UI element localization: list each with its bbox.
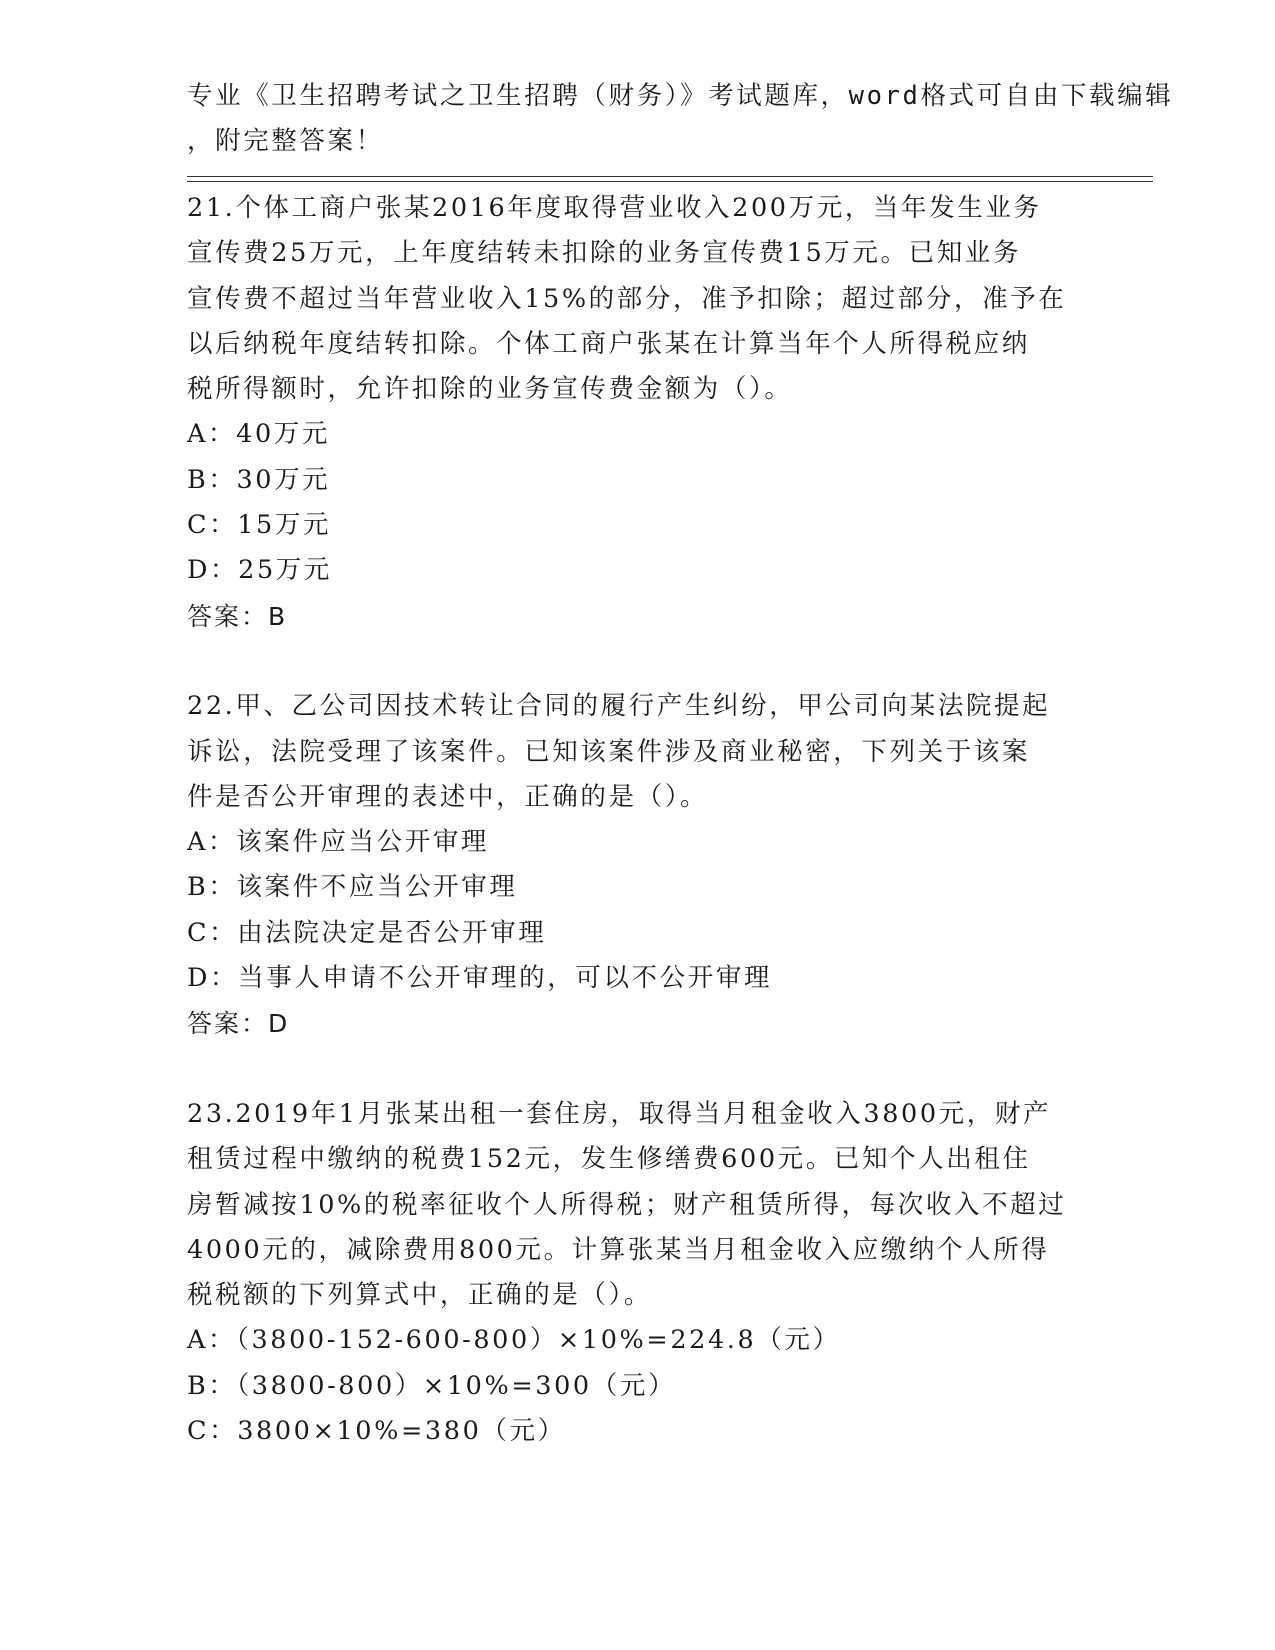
option-a: A：40万元 — [187, 419, 330, 450]
question-stem-line: 件是否公开审理的表述中，正确的是（）。 — [187, 781, 709, 812]
spacer — [187, 639, 1087, 684]
header-divider — [187, 181, 1153, 182]
option-d: D：25万元 — [187, 555, 332, 586]
header-line: ，附完整答案！ — [187, 126, 384, 157]
question-23 — [187, 1092, 1087, 1454]
question-stem-line: 宣传费25万元，上年度结转未扣除的业务宣传费15万元。已知业务 — [187, 238, 1021, 269]
question-stem-line: 税税额的下列算式中，正确的是（）。 — [187, 1280, 652, 1311]
option-c: C：3800×10%=380（元） — [187, 1416, 566, 1447]
question-list — [187, 186, 1087, 1454]
question-21 — [187, 186, 1087, 684]
answer-line: 答案：B — [187, 601, 288, 631]
answer-line: 答案：D — [187, 1009, 290, 1039]
option-b: B：30万元 — [187, 464, 331, 495]
document-header — [187, 74, 1174, 165]
question-stem-line: 租赁过程中缴纳的税费152元，发生修缮费600元。已知个人出租住 — [187, 1144, 1031, 1175]
option-b: B：（3800-800）×10%=300（元） — [187, 1370, 677, 1401]
question-stem-line: 21.个体工商户张某2016年度取得营业收入200万元，当年发生业务 — [187, 193, 1042, 223]
question-stem-line: 23.2019年1月张某出租一套住房，取得当月租金收入3800元，财产 — [187, 1098, 1052, 1129]
question-stem-line: 税所得额时，允许扣除的业务宣传费金额为（）。 — [187, 374, 793, 405]
header-divider — [187, 176, 1153, 177]
option-b: B：该案件不应当公开审理 — [187, 872, 518, 903]
option-c: C：由法院决定是否公开审理 — [187, 917, 547, 948]
question-stem-line: 以后纳税年度结转扣除。个体工商户张某在计算当年个人所得税应纳 — [187, 328, 1031, 359]
question-22 — [187, 684, 1087, 1092]
question-stem-line: 宣传费不超过当年营业收入15%的部分，准予扣除；超过部分，准予在 — [187, 283, 1067, 314]
spacer — [187, 1047, 1087, 1092]
header-line: 专业《卫生招聘考试之卫生招聘（财务）》考试题库，word格式可自由下载编辑 — [187, 81, 1174, 111]
option-a: A：（3800-152-600-800）×10%=224.8（元） — [187, 1325, 841, 1356]
question-stem-line: 诉讼，法院受理了该案件。已知该案件涉及商业秘密，下列关于该案 — [187, 736, 1031, 767]
question-stem-line: 房暂减按10%的税率征收个人所得税；财产租赁所得，每次收入不超过 — [187, 1189, 1067, 1220]
question-stem-line: 4000元的，减除费用800元。计算张某当月租金收入应缴纳个人所得 — [187, 1234, 1050, 1265]
option-c: C：15万元 — [187, 510, 332, 541]
option-a: A：该案件应当公开审理 — [187, 827, 490, 858]
option-d: D：当事人申请不公开审理的，可以不公开审理 — [187, 963, 773, 994]
question-stem-line: 22.甲、乙公司因技术转让合同的履行产生纠纷，甲公司向某法院提起 — [187, 691, 1051, 722]
